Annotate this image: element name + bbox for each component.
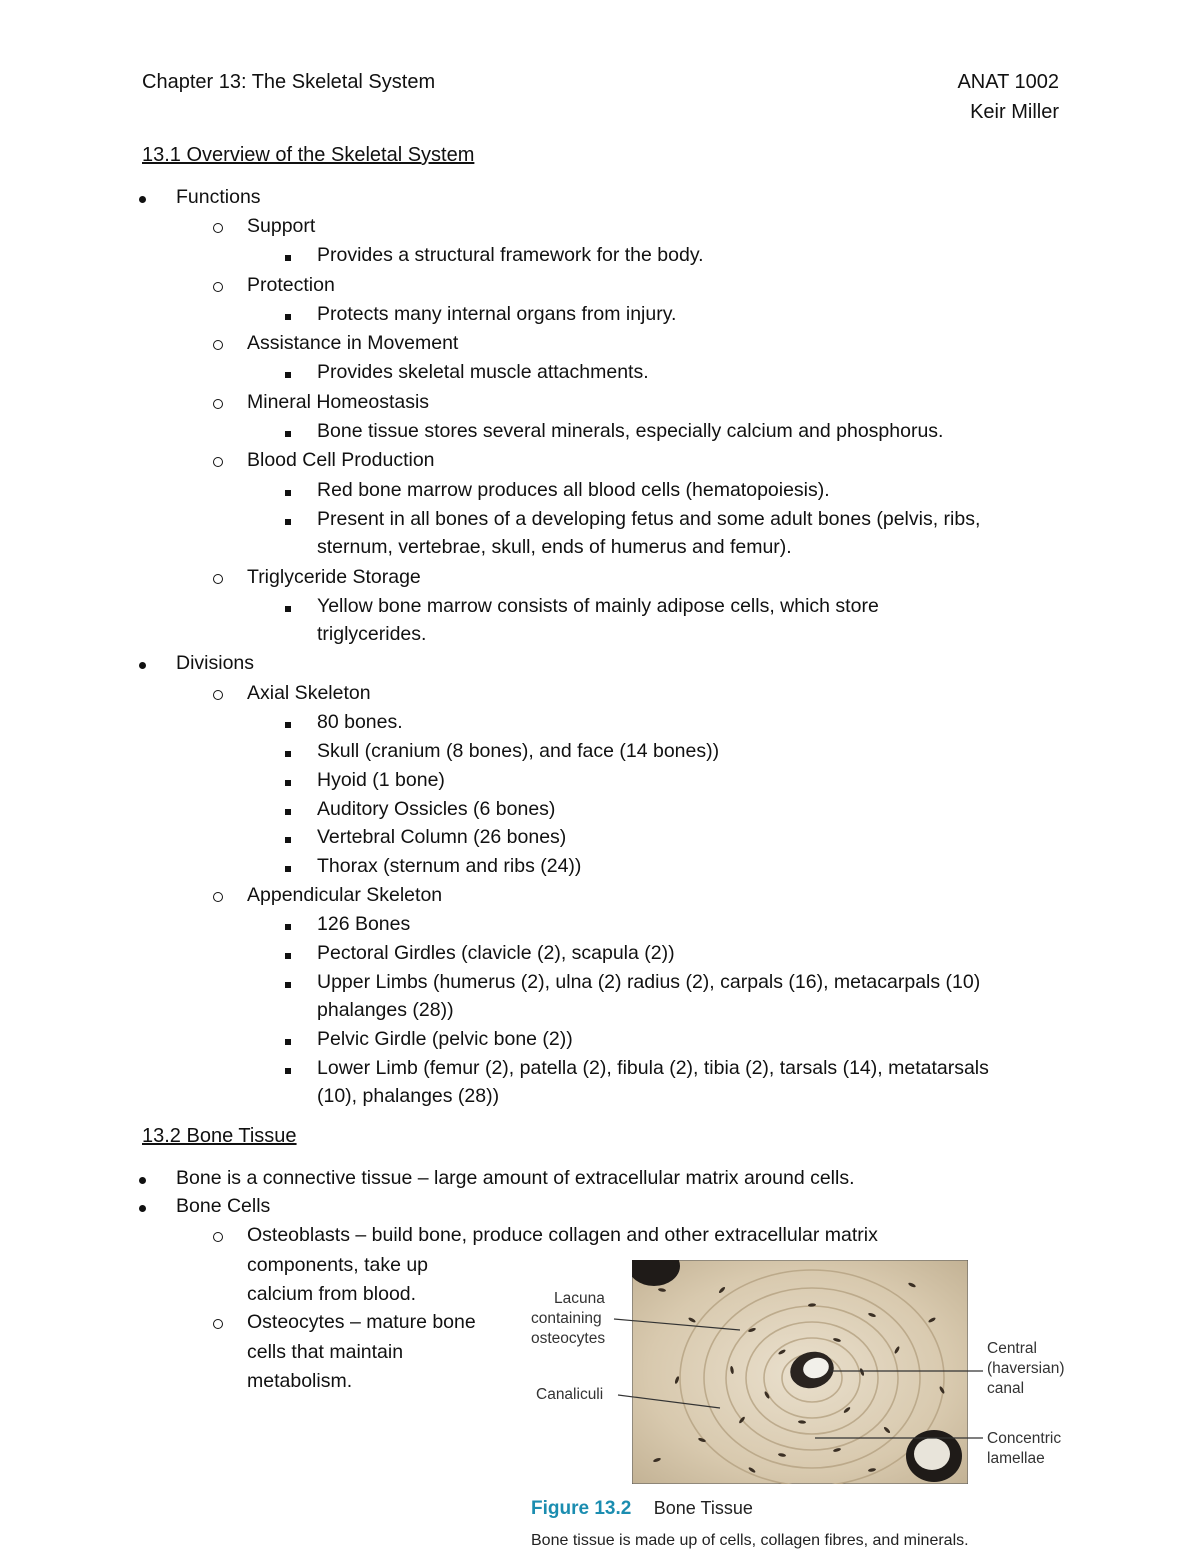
list-item: Assistance in Movement <box>247 329 458 357</box>
list-item: Osteocytes – mature bone <box>247 1308 476 1336</box>
list-item-continuation: phalanges (28)) <box>317 999 454 1021</box>
list-item: Pectoral Girdles (clavicle (2), scapula (2)) <box>317 939 675 967</box>
list-item: Divisions <box>176 649 254 677</box>
list-item: Blood Cell Production <box>247 446 435 474</box>
list-item: Axial Skeleton <box>247 679 371 707</box>
author-name: Keir Miller <box>970 101 1059 123</box>
list-item: Present in all bones of a developing fetus and some adult bones (pelvis, ribs, <box>317 505 980 533</box>
bullet-circle-icon <box>213 446 223 475</box>
figure-number: Figure 13.2 <box>531 1498 632 1519</box>
bullet-circle-icon <box>213 212 223 241</box>
bullet-square-icon <box>285 241 291 269</box>
bullet-square-icon <box>285 910 291 938</box>
list-item: Functions <box>176 183 261 211</box>
bullet-dot-icon <box>139 1164 146 1192</box>
bullet-circle-icon <box>213 1221 223 1250</box>
course-code: ANAT 1002 <box>957 71 1059 93</box>
list-item: 126 Bones <box>317 910 410 938</box>
list-item: Yellow bone marrow consists of mainly adipose cells, which store <box>317 592 879 620</box>
list-item: Bone is a connective tissue – large amount of extracellular matrix around cells. <box>176 1164 855 1192</box>
list-item-continuation: sternum, vertebrae, skull, ends of humerus and femur). <box>317 536 792 558</box>
chapter-title: Chapter 13: The Skeletal System <box>142 71 436 93</box>
bullet-square-icon <box>285 505 291 533</box>
list-item: Provides skeletal muscle attachments. <box>317 358 649 386</box>
list-item-continuation: components, take up <box>247 1254 429 1276</box>
bullet-square-icon <box>285 823 291 851</box>
bullet-circle-icon <box>213 271 223 300</box>
label-lacuna: osteocytes <box>531 1330 606 1347</box>
bullet-circle-icon <box>213 329 223 358</box>
bullet-square-icon <box>285 592 291 620</box>
label-lamellae: Concentric <box>987 1430 1062 1447</box>
bullet-square-icon <box>285 358 291 386</box>
bone-tissue-micrograph <box>632 1260 968 1484</box>
list-item: Protects many internal organs from injury. <box>317 300 676 328</box>
bullet-square-icon <box>285 1025 291 1053</box>
bullet-square-icon <box>285 737 291 765</box>
bullet-square-icon <box>285 300 291 328</box>
list-item: Upper Limbs (humerus (2), ulna (2) radius (2), carpals (16), metacarpals (10) <box>317 968 980 996</box>
list-item: Lower Limb (femur (2), patella (2), fibula (2), tibia (2), tarsals (14), metatarsals <box>317 1054 989 1082</box>
figure-caption-heading <box>531 1498 753 1520</box>
label-central-canal: (haversian) <box>987 1360 1065 1377</box>
bullet-circle-icon <box>213 388 223 417</box>
bullet-dot-icon <box>139 183 146 211</box>
list-item: Vertebral Column (26 bones) <box>317 823 566 851</box>
bullet-square-icon <box>285 852 291 880</box>
bullet-square-icon <box>285 1054 291 1082</box>
list-item-continuation: (10), phalanges (28)) <box>317 1085 500 1107</box>
bullet-square-icon <box>285 968 291 996</box>
label-canaliculi: Canaliculi <box>536 1386 604 1403</box>
label-central-canal: Central <box>987 1340 1037 1357</box>
list-item: Mineral Homeostasis <box>247 388 429 416</box>
bullet-square-icon <box>285 939 291 967</box>
label-lacuna: Lacuna <box>554 1290 605 1307</box>
list-item: Hyoid (1 bone) <box>317 766 445 794</box>
list-item-continuation: metabolism. <box>247 1370 353 1392</box>
label-lacuna: containing <box>531 1310 602 1327</box>
list-item: Support <box>247 212 315 240</box>
list-item: Bone Cells <box>176 1192 270 1220</box>
figure-title: Bone Tissue <box>653 1498 753 1518</box>
bullet-square-icon <box>285 417 291 445</box>
list-item: Red bone marrow produces all blood cells (hematopoiesis). <box>317 476 830 504</box>
list-item-continuation: calcium from blood. <box>247 1283 417 1305</box>
bullet-square-icon <box>285 708 291 736</box>
figure-caption-text: Bone tissue is made up of cells, collagen fibres, and minerals. <box>531 1532 969 1549</box>
bullet-circle-icon <box>213 881 223 910</box>
label-central-canal: canal <box>987 1380 1025 1397</box>
section-heading-overview: 13.1 Overview of the Skeletal System <box>142 144 475 166</box>
bullet-circle-icon <box>213 563 223 592</box>
bullet-square-icon <box>285 766 291 794</box>
list-item: Auditory Ossicles (6 bones) <box>317 795 555 823</box>
list-item: Appendicular Skeleton <box>247 881 442 909</box>
list-item-continuation: triglycerides. <box>317 623 427 645</box>
list-item: 80 bones. <box>317 708 403 736</box>
bullet-square-icon <box>285 795 291 823</box>
list-item: Thorax (sternum and ribs (24)) <box>317 852 581 880</box>
bullet-circle-icon <box>213 679 223 708</box>
list-item: Pelvic Girdle (pelvic bone (2)) <box>317 1025 573 1053</box>
list-item-continuation: cells that maintain <box>247 1341 404 1363</box>
bullet-dot-icon <box>139 1192 146 1220</box>
label-lamellae: lamellae <box>987 1450 1045 1467</box>
bullet-square-icon <box>285 476 291 504</box>
section-heading-bone-tissue: 13.2 Bone Tissue <box>142 1125 297 1147</box>
list-item: Protection <box>247 271 335 299</box>
list-item: Triglyceride Storage <box>247 563 421 591</box>
list-item: Bone tissue stores several minerals, especially calcium and phosphorus. <box>317 417 943 445</box>
list-item: Skull (cranium (8 bones), and face (14 bones)) <box>317 737 719 765</box>
bullet-circle-icon <box>213 1308 223 1337</box>
bullet-dot-icon <box>139 649 146 677</box>
list-item: Osteoblasts – build bone, produce collagen and other extracellular matrix <box>247 1221 878 1249</box>
list-item: Provides a structural framework for the body. <box>317 241 704 269</box>
